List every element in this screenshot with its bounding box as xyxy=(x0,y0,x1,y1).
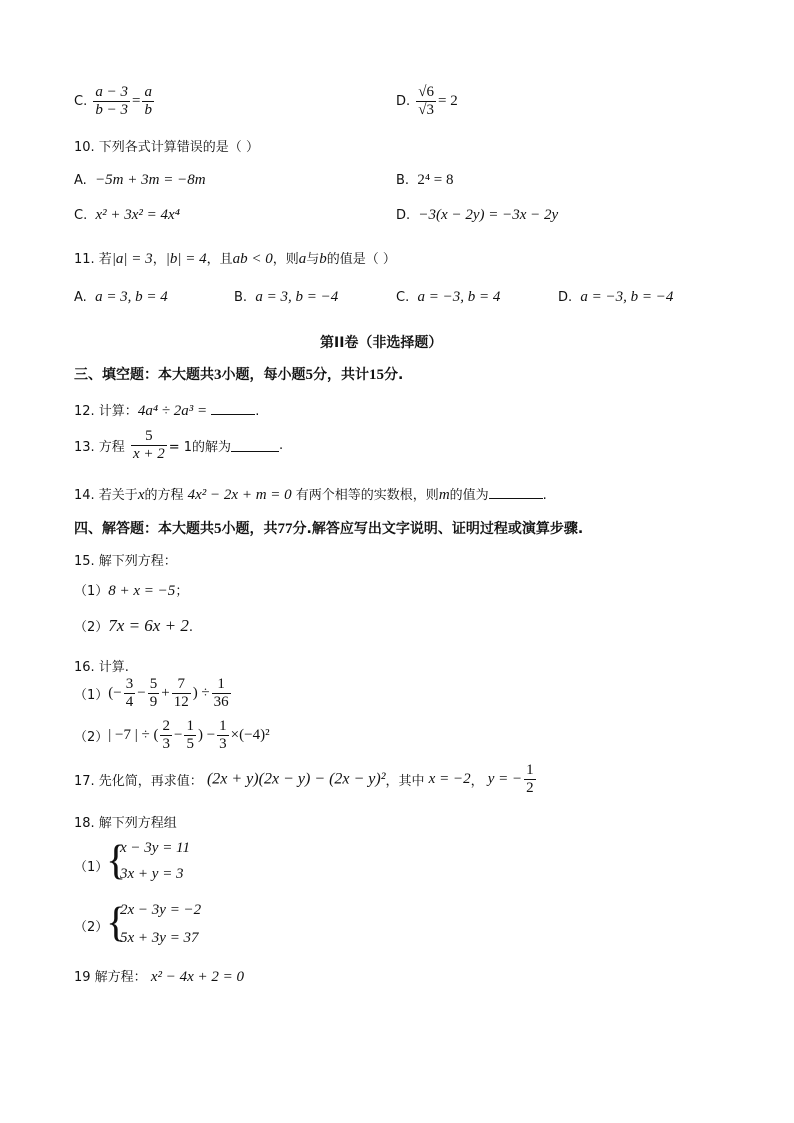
fraction: $\frac{5}{x + 2}$ xyxy=(132,428,165,462)
q18-part2-label: （2） xyxy=(74,920,109,935)
q11-option-c: C. a = −3, b = 4 xyxy=(396,289,501,305)
equals: = xyxy=(131,93,141,109)
q18-part1-eq2: 3x + y = 3 xyxy=(120,866,184,882)
answer-blank[interactable] xyxy=(231,439,279,452)
q10-option-a: A. −5m + 3m = −8m xyxy=(74,172,206,188)
fraction: $\frac{√6}{√3}$ xyxy=(418,84,435,118)
answer-blank[interactable] xyxy=(489,486,543,499)
section3-heading: 三、填空题：本大题共3小题，每小题5分，共计15分. xyxy=(74,367,404,383)
left-brace: { xyxy=(106,838,127,884)
option-label: C. xyxy=(74,94,88,109)
fraction: $\frac{7}{12}$ xyxy=(173,676,189,710)
fraction: $\frac{1}{5}$ xyxy=(186,718,194,752)
q10-option-b: B. 2⁴ = 8 xyxy=(396,172,454,188)
q15-part2: （2）7x = 6x + 2. xyxy=(74,616,193,635)
fraction: $\frac{3}{4}$ xyxy=(125,676,134,710)
section4-heading: 四、解答题：本大题共5小题，共77分.解答应写出文字说明、证明过程或演算步骤. xyxy=(74,521,584,537)
q11-option-d: D. a = −3, b = −4 xyxy=(558,289,674,305)
fraction: $\frac{1}{3}$ xyxy=(219,718,227,752)
left-brace: { xyxy=(106,900,127,946)
q18-stem: 18. 解下列方程组 xyxy=(74,816,177,831)
q13: 13. 方程 $\frac{5}{x + 2}$ = 1的解为 . xyxy=(74,428,284,462)
fraction: $\frac{1}{2}$ xyxy=(526,762,534,796)
q12: 12. 计算：4a⁴ ÷ 2a³ = . xyxy=(74,403,260,419)
q18-part1-label: （1） xyxy=(74,860,109,875)
part2-title: 第II卷（非选择题） xyxy=(320,335,443,351)
q19: 19 解方程： x² − 4x + 2 = 0 xyxy=(74,969,245,985)
q14: 14. 若关于x的方程 4x² − 2x + m = 0 有两个相等的实数根，则m的值为 . xyxy=(74,487,547,503)
q16-part2: （2）| −7 | ÷ ( $\frac{2}{3}$ − $\frac{1}{5}$ ) − $\frac{1}{3}$ ×(−4)² xyxy=(74,718,270,752)
q10-option-c: C. x² + 3x² = 4x⁴ xyxy=(74,207,180,223)
q15-stem: 15. 解下列方程： xyxy=(74,554,177,569)
q16-part1: （1）(− $\frac{3}{4}$ − $\frac{5}{9}$ + $\frac{7}{12}$ ) ÷ $\frac{1}{36}$ xyxy=(74,676,229,710)
fraction: $\frac{a - 3}{b - 3}$ xyxy=(95,84,128,118)
option-label: D. xyxy=(396,94,411,109)
equation-rest: = 2 xyxy=(438,93,458,109)
q11-option-a: A. a = 3, b = 4 xyxy=(74,289,168,305)
q9-option-d xyxy=(396,84,458,119)
fraction: $\frac{a}{b}$ xyxy=(144,84,152,118)
q18-part2-eq2: 5x + 3y = 37 xyxy=(120,930,199,946)
q15-part1: （1）8 + x = −5； xyxy=(74,583,189,599)
q10-option-d: D. −3(x − 2y) = −3x − 2y xyxy=(396,207,559,223)
fraction: $\frac{5}{9}$ xyxy=(149,676,158,710)
q11-stem: 11. 若|a| = 3，|b| = 4，且ab < 0，则a与b的值是（ ） xyxy=(74,251,396,267)
q10-stem: 10. 下列各式计算错误的是（ ） xyxy=(74,140,259,155)
q9-option-c xyxy=(74,84,156,119)
q16-stem: 16. 计算. xyxy=(74,660,129,675)
q11-option-b: B. a = 3, b = −4 xyxy=(234,289,339,305)
q17: 17. 先化简，再求值： (2x + y)(2x − y) − (2x − y)²，其中 x = −2， y = − $\frac{1}{2}$ xyxy=(74,762,534,796)
fraction: $\frac{1}{36}$ xyxy=(213,676,229,710)
fraction: $\frac{2}{3}$ xyxy=(162,718,170,752)
q18-part1-eq1: x − 3y = 11 xyxy=(120,840,190,856)
answer-blank[interactable] xyxy=(211,402,255,415)
q18-part2-eq1: 2x − 3y = −2 xyxy=(120,902,202,918)
